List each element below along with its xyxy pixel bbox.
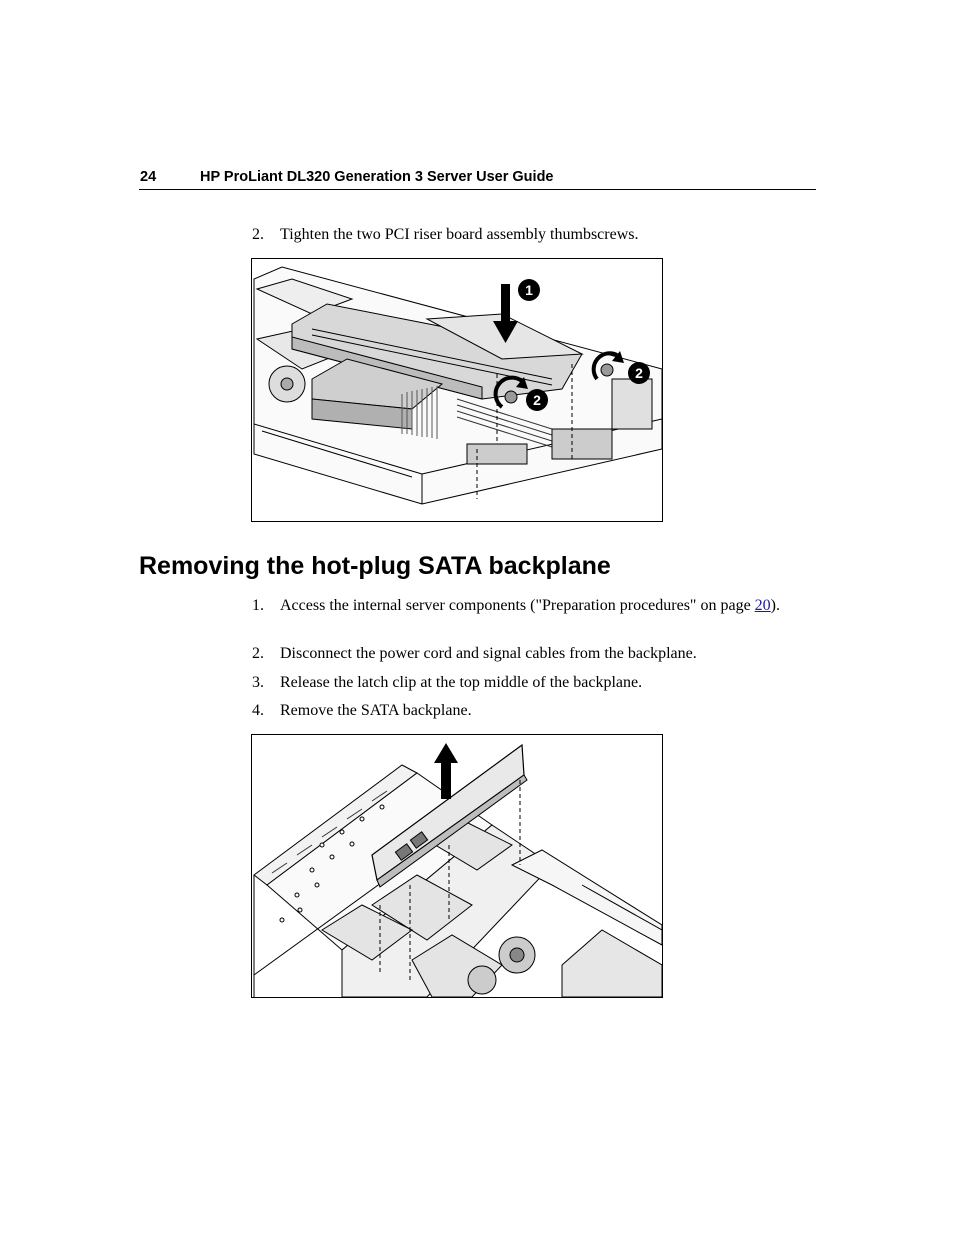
section-heading: Removing the hot-plug SATA backplane [139, 552, 611, 580]
page-link[interactable]: 20 [754, 597, 771, 614]
page-number: 24 [140, 169, 157, 185]
step-number: 4. [252, 702, 264, 719]
guide-title: HP ProLiant DL320 Generation 3 Server User Guide [200, 169, 554, 185]
step-number: 1. [252, 597, 264, 614]
step-3 [252, 673, 812, 695]
pci-riser-figure [251, 258, 663, 522]
step-text [280, 596, 800, 616]
sata-backplane-figure [251, 734, 663, 998]
step-text-part: Access the internal server components ("Preparation procedures" on page [280, 597, 755, 614]
running-header [139, 168, 816, 190]
step-text: Remove the SATA backplane. [280, 702, 472, 719]
sata-backplane-illustration [252, 735, 662, 997]
step-tighten [252, 225, 812, 247]
step-text: Release the latch clip at the top middle of the backplane. [280, 674, 643, 691]
pci-riser-illustration [252, 259, 662, 521]
step-number: 2. [252, 645, 264, 662]
step-4 [252, 701, 812, 723]
callout-label: 2 [635, 365, 643, 381]
callout-2-icon [526, 389, 548, 411]
step-text-part: ). [770, 597, 780, 614]
callout-1-icon [518, 279, 540, 301]
callout-label: 1 [525, 282, 533, 298]
callout-label: 2 [533, 392, 541, 408]
step-2 [252, 644, 812, 666]
step-text: Tighten the two PCI riser board assembly thumbscrews. [280, 226, 639, 243]
step-1 [252, 596, 812, 638]
step-text: Disconnect the power cord and signal cables from the backplane. [280, 645, 697, 662]
step-number: 2. [252, 226, 264, 243]
step-number: 3. [252, 674, 264, 691]
callout-2-icon [628, 362, 650, 384]
